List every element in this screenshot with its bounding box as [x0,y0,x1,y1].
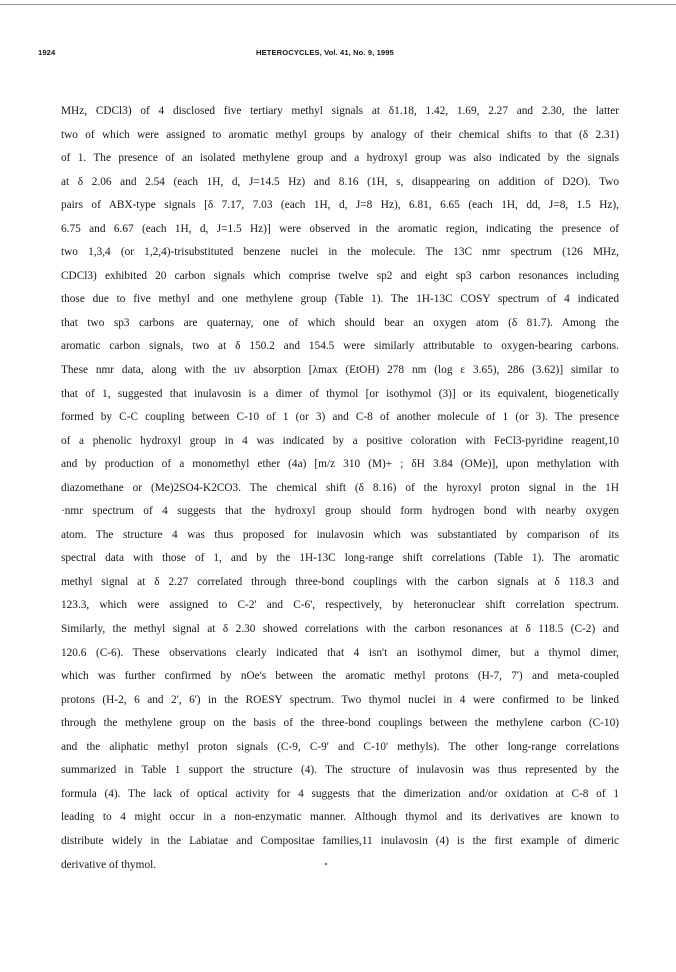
text-line: distribute widely in the Labiatae and Compositae families,11 inulavosin (4) is the first example of dimeric [61,834,619,847]
text-line: that of 1, suggested that inulavosin is a dimer of thymol [or isothymol (3)] or its equivalent, biogenetically [61,387,619,400]
text-line: two of which were assigned to aromatic methyl groups by analogy of their chemical shifts to that (δ 2.31) [61,128,619,141]
text-line: ·nmr spectrum of 4 suggests that the hydroxyl group should form hydrogen bond with nearby oxygen [61,505,619,518]
text-line: which was further confirmed by nOe's between the aromatic methyl protons (H-7, 7') and meta-coupled [61,670,619,683]
stray-dot [325,863,327,865]
text-line: 6.75 and 6.67 (each 1H, d, J=1.5 Hz)] were observed in the aromatic region, indicating the presence of [61,222,619,235]
text-line: formed by C-C coupling between C-10 of 1 (or 3) and C-8 of another molecule of 1 (or 3). The presence [61,411,619,424]
text-line: diazomethane or (Me)2SO4-K2CO3. The chemical shift (δ 8.16) of the hyroxyl proton signal in the 1H [61,481,619,494]
text-line: These nmr data, along with the uv absorption [λmax (EtOH) 278 nm (log ε 3.65), 286 (3.62)] similar to [61,364,619,377]
text-line: MHz, CDCl3) of 4 disclosed five tertiary methyl signals at δ1.18, 1.42, 1.69, 2.27 and 2.30, the latter [61,105,619,117]
text-line: that two sp3 carbons are quaternay, one of which should bear an oxygen atom (δ 81.7). Among the [61,316,619,329]
text-line: and the aliphatic methyl proton signals (C-9, C-9' and C-10' methyls). The other long-range correlations [61,740,619,753]
text-line: spectral data with those of 1, and by the 1H-13C long-range shift correlations (Table 1). The aromatic [61,552,619,565]
text-line: pairs of ABX-type signals [δ 7.17, 7.03 (each 1H, d, J=8 Hz), 6.81, 6.65 (each 1H, dd, J=8, 1.5 Hz), [61,199,619,212]
text-line: of a phenolic hydroxyl group in 4 was indicated by a positive coloration with FeCl3-pyridine reagent,10 [61,434,619,447]
text-line: leading to 4 might occur in a non-enzymatic manner. Although thymol and its derivatives are known to [61,811,619,824]
text-line: aromatic carbon signals, two at δ 150.2 and 154.5 were similarly attributable to oxygen-bearing carbons. [61,340,619,353]
body-text [61,100,619,877]
text-line: of 1. The presence of an isolated methylene group and a hydroxyl group was also indicated by the signals [61,152,619,165]
text-line: at δ 2.06 and 2.54 (each 1H, d, J=14.5 Hz) and 8.16 (1H, s, disappearing on addition of D2O). Two [61,175,619,188]
text-line: protons (H-2, 6 and 2', 6') in the ROESY spectrum. Two thymol nuclei in 4 were confirmed to be linked [61,693,619,706]
page-header [38,48,630,64]
text-line: 123.3, which were assigned to C-2' and C-6', respectively, by heteronuclear shift correlation spectrum. [61,599,619,612]
text-line: CDCl3) exhibited 20 carbon signals which comprise twelve sp2 and eight sp3 carbon resonances including [61,269,619,282]
text-line: summarized in Table 1 support the structure (4). The structure of inulavosin was thus represented by the [61,764,619,777]
top-rule [0,4,676,5]
text-line: derivative of thymol. [61,858,157,871]
text-line: two 1,3,4 (or 1,2,4)-trisubstituted benzene nuclei in the molecule. The 13C nmr spectrum (126 MHz, [61,246,619,259]
text-line: and by production of a monomethyl ether (4a) [m/z 310 (M)+ ; δH 3.84 (OMe)], upon methylation with [61,458,619,471]
text-line: methyl signal at δ 2.27 correlated through three-bond couplings with the carbon signals at δ 118.3 and [61,575,619,588]
running-head: HETEROCYCLES, Vol. 41, No. 9, 1995 [256,48,394,57]
text-line: 120.6 (C-6). These observations clearly indicated that 4 isn't an isothymol dimer, but a thymol dimer, [61,646,619,659]
text-line: atom. The structure 4 was thus proposed for inulavosin which was substantiated by comparison of its [61,528,619,541]
text-line: those due to five methyl and one methylene group (Table 1). The 1H-13C COSY spectrum of 4 indicated [61,293,619,306]
text-line: Similarly, the methyl signal at δ 2.30 showed correlations with the carbon resonances at δ 118.5 (C-2) and [61,623,619,636]
page-number: 1924 [38,48,56,57]
text-line: through the methylene group on the basis of the three-bond couplings between the methylene carbon (C-10) [61,717,619,730]
text-line: formula (4). The lack of optical activity for 4 suggests that the dimerization and/or oxidation at C-8 of 1 [61,787,619,800]
